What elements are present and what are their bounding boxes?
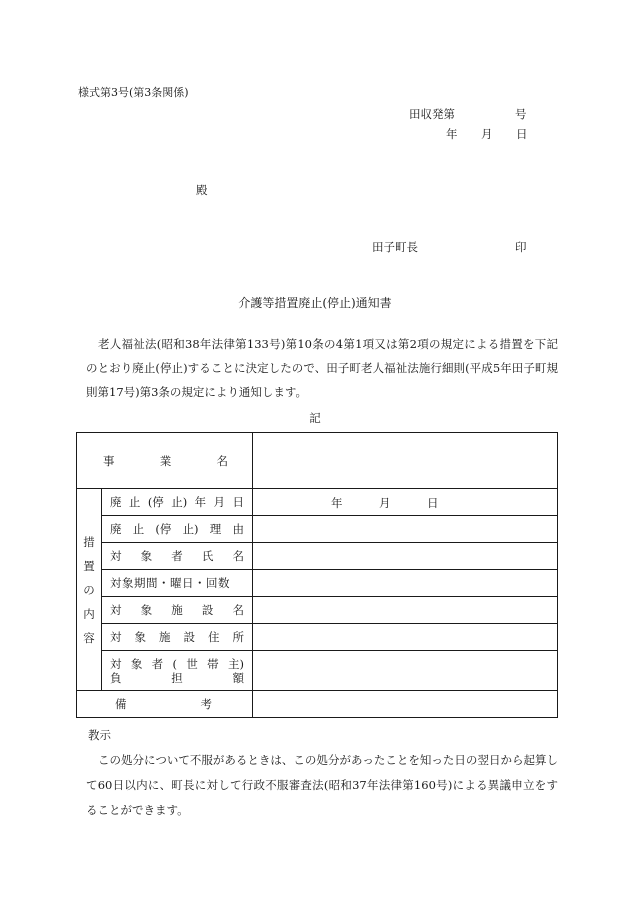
document-title: 介護等措置廃止(停止)通知書	[238, 296, 392, 310]
remarks-row	[77, 691, 558, 718]
table-row	[77, 624, 558, 651]
target-person-name-value[interactable]	[253, 543, 558, 570]
issue-date-year: 年	[446, 127, 458, 141]
abolition-date-year: 年	[331, 496, 343, 510]
table-row	[77, 597, 558, 624]
target-facility-address-label: 対 象 施 設 住 所	[102, 624, 253, 651]
burden-amount-value[interactable]	[253, 651, 558, 691]
target-period-value[interactable]	[253, 570, 558, 597]
ki-heading: 記	[309, 411, 321, 425]
target-facility-name-label: 対 象 施 設 名	[102, 597, 253, 624]
business-name-value[interactable]	[253, 433, 558, 489]
abolition-date-month: 月	[379, 496, 391, 510]
seal-mark: 印	[515, 240, 527, 254]
table-row	[77, 543, 558, 570]
notice-heading: 教示	[88, 728, 111, 742]
reference-number-suffix: 号	[515, 107, 527, 121]
remarks-label: 備 考	[77, 691, 253, 718]
issue-date-day: 日	[516, 127, 528, 141]
abolition-date-value[interactable]	[253, 489, 558, 516]
business-name-row	[77, 433, 558, 489]
body-paragraph: 老人福祉法(昭和38年法律第133号)第10条の4第1項又は第2項の規定による措置を下記のとおり廃止(停止)することに決定したので、田子町老人福祉法施行細則(平成5年田子町規則第17号)第3条の規定により通知します。	[86, 337, 558, 399]
issuer-title: 田子町長	[372, 240, 418, 254]
addressee-suffix: 殿	[196, 183, 208, 197]
abolition-reason-value[interactable]	[253, 516, 558, 543]
abolition-date-day: 日	[427, 496, 439, 510]
issue-date-month: 月	[481, 127, 493, 141]
table-row	[77, 516, 558, 543]
target-facility-address-value[interactable]	[253, 624, 558, 651]
measure-table	[76, 432, 558, 718]
table-row	[77, 489, 558, 516]
measure-content-label: 措 置 の 内 容	[77, 489, 102, 691]
form-number: 様式第3号(第3条関係)	[78, 86, 189, 99]
notice-paragraph: この処分について不服があるときは、この処分があったことを知った日の翌日から起算して60日以内に、町長に対して行政不服審査法(昭和37年法律第160号)による異議申立をすることができます。	[86, 753, 558, 817]
table-row	[77, 651, 558, 691]
abolition-date-label: 廃 止 (停 止) 年 月 日	[102, 489, 253, 516]
burden-amount-label: 対 象 者 ( 世 帯 主) 負 担 額	[102, 651, 253, 691]
reference-number-label: 田収発第	[409, 107, 455, 121]
remarks-value[interactable]	[253, 691, 558, 718]
table-row	[77, 570, 558, 597]
business-name-label: 事 業 名	[77, 433, 253, 489]
abolition-reason-label: 廃 止 (停 止) 理 由	[102, 516, 253, 543]
target-period-label: 対象期間・曜日・回数	[102, 570, 253, 597]
target-facility-name-value[interactable]	[253, 597, 558, 624]
target-person-name-label: 対 象 者 氏 名	[102, 543, 253, 570]
